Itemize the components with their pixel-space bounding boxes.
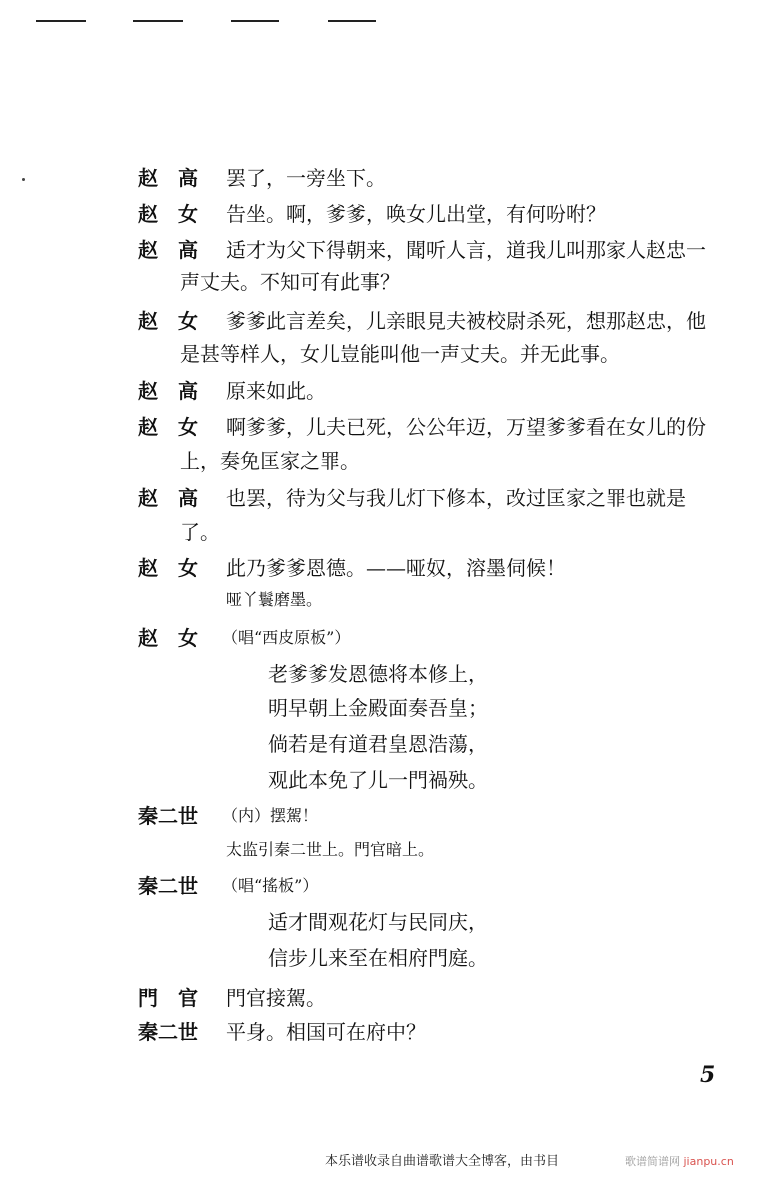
dialogue: 告坐。啊，爹爹，唤女儿出堂，有何吩咐？ <box>226 202 606 226</box>
dialogue: 門官接駕。 <box>226 986 326 1010</box>
speaker: 赵 女 <box>138 556 198 580</box>
verse-line: 适才間观花灯与民同庆， <box>268 910 488 934</box>
top-rule-1 <box>36 20 86 22</box>
stage-direction-inline: （唱“搖板”） <box>222 876 319 895</box>
stage-direction-inline: （内）摆駕！ <box>222 806 319 825</box>
verse-line: 明早朝上金殿面奏吾皇； <box>268 696 488 720</box>
dialogue-continued: 了。 <box>180 520 220 544</box>
speaker: 赵 高 <box>138 486 198 510</box>
speaker: 秦二世 <box>138 1020 198 1044</box>
speaker: 赵 女 <box>138 415 198 439</box>
speaker: 赵 女 <box>138 309 198 333</box>
stage-direction: 哑丫鬟磨墨。 <box>226 590 323 609</box>
margin-mark <box>22 178 25 181</box>
top-rule-4 <box>328 20 376 22</box>
dialogue: 原来如此。 <box>226 379 326 403</box>
speaker: 秦二世 <box>138 804 198 828</box>
page-number: 5 <box>700 1062 716 1088</box>
speaker: 赵 高 <box>138 238 198 262</box>
top-rule-2 <box>133 20 183 22</box>
stage-direction-inline: （唱“西皮原板”） <box>222 628 351 647</box>
dialogue: 啊爹爹，儿夫已死，公公年迈，万望爹爹看在女儿的份 <box>226 415 706 439</box>
watermark-url: jianpu.cn <box>683 1155 734 1168</box>
verse-line: 倘若是有道君皇恩浩蕩， <box>268 732 488 756</box>
speaker: 秦二世 <box>138 874 198 898</box>
dialogue: 平身。相国可在府中？ <box>226 1020 426 1044</box>
verse-line: 观此本免了儿一門禍殃。 <box>268 768 488 792</box>
dialogue: 此乃爹爹恩德。——哑奴，溶墨伺候！ <box>226 556 566 580</box>
dialogue-continued: 声丈夫。不知可有此事？ <box>180 270 400 294</box>
watermark <box>625 1153 734 1169</box>
speaker: 赵 高 <box>138 379 198 403</box>
speaker: 赵 女 <box>138 626 198 650</box>
dialogue: 适才为父下得朝来，聞听人言，道我儿叫那家人赵忠一 <box>226 238 706 262</box>
dialogue: 罢了，一旁坐下。 <box>226 166 386 190</box>
speaker: 赵 女 <box>138 202 198 226</box>
dialogue: 也罢，待为父与我儿灯下修本，改过匡家之罪也就是 <box>226 486 686 510</box>
verse-line: 信步儿来至在相府門庭。 <box>268 946 488 970</box>
watermark-site-name: 歌谱简谱网 <box>625 1155 680 1168</box>
stage-direction: 太监引秦二世上。門官暗上。 <box>226 840 435 859</box>
verse-line: 老爹爹发恩德将本修上， <box>268 662 488 686</box>
footer-note: 本乐谱收录自曲谱歌谱大全博客，由书目 <box>325 1154 560 1169</box>
top-rule-3 <box>231 20 279 22</box>
dialogue-continued: 是甚等样人，女儿豈能叫他一声丈夫。并无此事。 <box>180 342 620 366</box>
dialogue-continued: 上，奏免匡家之罪。 <box>180 449 360 473</box>
speaker: 赵 高 <box>138 166 198 190</box>
dialogue: 爹爹此言差矣，儿亲眼見夫被校尉杀死，想那赵忠，他 <box>226 309 706 333</box>
speaker: 門 官 <box>138 986 198 1010</box>
